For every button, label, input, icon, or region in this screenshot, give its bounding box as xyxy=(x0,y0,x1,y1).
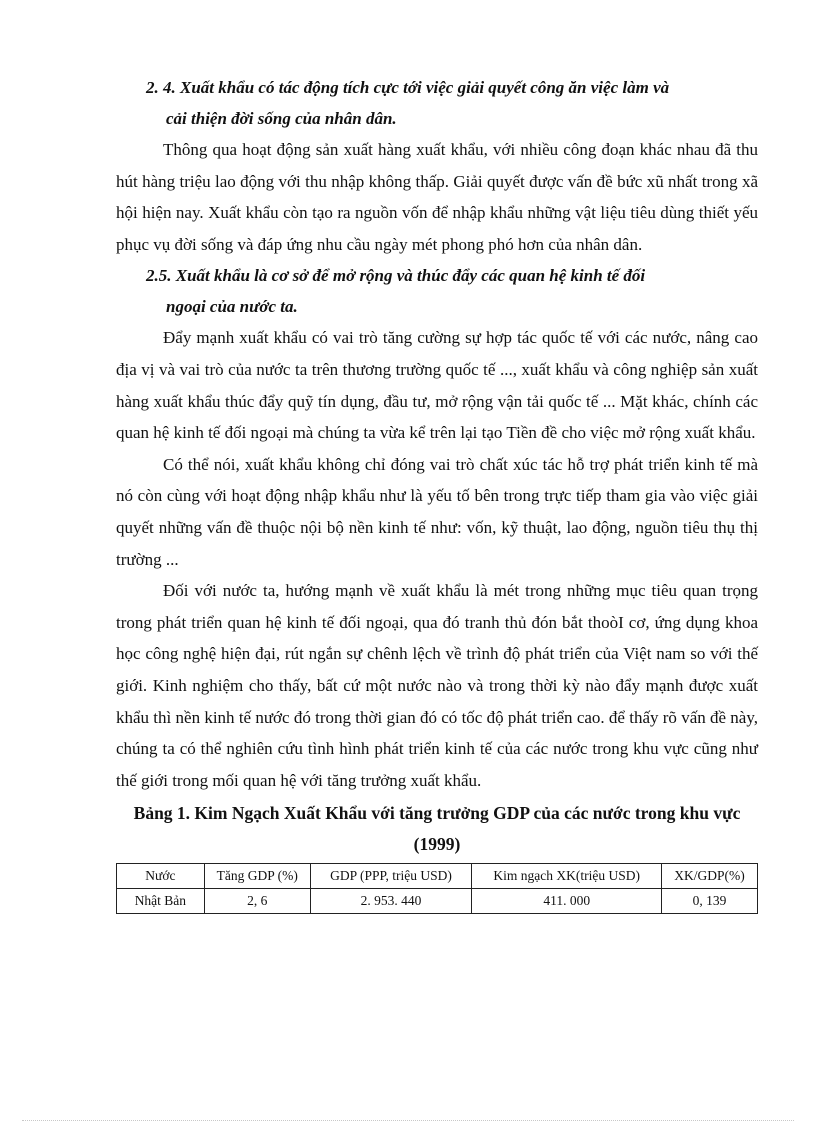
table-header-row xyxy=(117,864,758,889)
section-2-5-paragraph-2: Có thể nói, xuất khẩu không chỉ đóng vai trò chất xúc tác hỗ trợ phát triển kinh tế mà nó còn cùng với hoạt động nhập khẩu như là yếu tố bên trong trực tiếp tham gia vào việc giải quyết những vấn đề thuộc nội bộ nền kinh tế như: vốn, kỹ thuật, lao động, nguồn tiêu thụ thị trường ... xyxy=(116,454,758,569)
table-cell: 2. 953. 440 xyxy=(310,889,472,914)
gdp-export-table xyxy=(116,863,758,914)
table-cell: Nhật Bản xyxy=(117,889,205,914)
table-header-cell: GDP (PPP, triệu USD) xyxy=(310,864,472,889)
section-2-5-paragraph-1: Đẩy mạnh xuất khẩu có vai trò tăng cường sự hợp tác quốc tế với các nước, nâng cao địa vị và vai trò của nước ta trên thương trường quốc tế ..., xuất khẩu và công nghiệp sản xuất hàng xuất khẩu thúc đẩy quỹ tín dụng, đầu tư, mở rộng vận tải quốc tế ... Mặt khác, chính các quan hệ kinh tế đối ngoại mà chúng ta vừa kể trên lại tạo Tiền đề cho việc mở rộng xuất khẩu. xyxy=(116,328,758,443)
section-2-5-paragraph-3: Đối với nước ta, hướng mạnh về xuất khẩu là mét trong những mục tiêu quan trọng trong phát triển quan hệ kinh tế đối ngoại, qua đó tranh thủ đón bắt thoòI cơ, ứng dụng khoa học công nghệ hiện đại, rút ngắn sự chênh lệch về trình độ phát triển của Việt nam so với thế giới. Kinh nghiệm cho thấy, bất cứ một nước nào và trong thời kỳ nào đẩy mạnh được xuất khẩu thì nền kinh tế nước đó trong thời gian đó có tốc độ phát triển cao. để thấy rõ vấn đề này, chúng ta có thể nghiên cứu tình hình phát triển kinh tế của các nước trong khu vực cũng như thế giới trong mối quan hệ với tăng trưởng xuất khẩu. xyxy=(116,581,758,790)
section-2-4-heading-line1: 2. 4. Xuất khẩu có tác động tích cực tới việc giải quyết công ăn việc làm và xyxy=(146,78,670,97)
page-bottom-divider xyxy=(22,1120,794,1121)
table-cell: 411. 000 xyxy=(472,889,662,914)
table-cell: 0, 139 xyxy=(662,889,758,914)
table-row xyxy=(117,889,758,914)
section-2-4-paragraph: Thông qua hoạt động sản xuất hàng xuất khẩu, với nhiều công đoạn khác nhau đã thu hút hàng triệu lao động với thu nhập không thấp. Giải quyết được vấn đề bức xũ nhất trong xã hội hiện nay. Xuất khẩu còn tạo ra nguồn vốn để nhập khẩu những vật liệu tiêu dùng thiết yếu phục vụ đời sống và đáp ứng nhu cầu ngày mét phong phó hơn của nhân dân. xyxy=(116,140,758,254)
section-2-4-heading-line2: cải thiện đời sống của nhân dân. xyxy=(166,109,397,128)
document-page xyxy=(116,72,758,914)
section-2-4-heading xyxy=(116,72,758,134)
section-2-5-heading-line1: 2.5. Xuất khẩu là cơ sở để mở rộng và thúc đẩy các quan hệ kinh tế đối xyxy=(146,266,646,286)
section-2-5-heading xyxy=(116,260,758,322)
table-caption: Bảng 1. Kim Ngạch Xuất Khẩu với tăng trưởng GDP của các nước trong khu vực (1999) xyxy=(133,803,741,855)
table-cell: 2, 6 xyxy=(204,889,310,914)
table-header-cell: XK/GDP(%) xyxy=(662,864,758,889)
table-header-cell: Nước xyxy=(117,864,205,889)
section-2-5-heading-line2: ngoại của nước ta. xyxy=(166,297,298,317)
table-header-cell: Tăng GDP (%) xyxy=(204,864,310,889)
table-header-cell: Kim ngạch XK(triệu USD) xyxy=(472,864,662,889)
